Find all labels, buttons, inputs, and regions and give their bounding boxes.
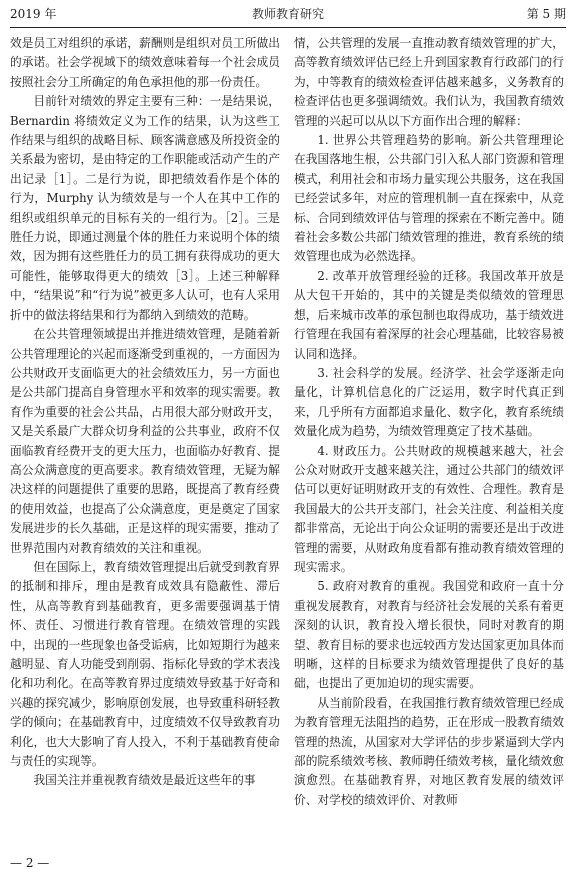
page-number: — 2 —	[10, 856, 50, 870]
paragraph: 5. 政府对教育的重视。我国党和政府一直十分重视发展教育，对教育与经济社会发展的关系有着更深刻的认识，教育投入增长很快，同时对教育的期望、教育目标的要求也远较西方发达国家更加具体而明晰，这样的目标要求为绩效管理提供了良好的基础，也提出了更加迫切的现实需要。	[294, 579, 564, 691]
left-column	[10, 34, 280, 791]
right-column	[294, 34, 564, 810]
header-rule	[10, 27, 566, 28]
paragraph: 目前针对绩效的界定主要有三种：一是结果说，Bernardin 将绩效定义为工作的结果，认为这些工作结果与组织的战略目标、顾客满意感及所投资金的关系最为密切，是由特定的工作职能或活动产生的产出记录［1］。二是行为说，即把绩效看作是个体的行为，Murphy 认为绩效是与一个人在其中工作的组织或组织单元的目标有关的一组行为。［2］。三是胜任力说，即通过测量个体的胜任力来说明个体的绩效，因为拥有这些胜任力的员工拥有获得成功的更大可能性，能够取得更大的绩效［3］。上述三种解释中，“结果说”和“行为说”被更多人认可，也有人采用折中的做法将结果和行为都纳入到绩效的范畴。	[10, 94, 280, 322]
paragraph: 但在国际上，教育绩效管理提出后就受到教育界的抵制和排斥，理由是教育成效具有隐蔽性、滞后性，从高等教育到基础教育，更多需要强调基于情怀、责任、习惯进行教育管理。在绩效管理的实践中，出现的一些现象也备受诟病，比如短期行为越来越明显、育人功能受到削弱、指标化导致的学术表浅化和功利化。在高等教育界过度绩效导致基于好奇和兴趣的探究减少，影响原创发展，也导致重科研轻教学的倾向；在基础教育中，过度绩效不仅导致教育功利化，也大大影响了育人投入，不利于基础教育使命与责任的实现等。	[10, 559, 280, 769]
header-year: 2019 年	[10, 7, 57, 21]
paragraph: 情，公共管理的发展一直推动教育绩效管理的扩大，高等教育绩效评估已经上升到国家教育行政部门的行为，中等教育的绩效检查评估越来越多，义务教育的检查评估也更多强调绩效。我们认为，我国教育绩效管理的兴起可以从以下方面作出合理的解释：	[294, 36, 564, 128]
header-journal-title: 教师教育研究	[251, 7, 324, 21]
paragraph: 在公共管理领域提出并推进绩效管理，是随着新公共管理理论的兴起而逐渐受到重视的，一方面因为公共财政开支面临更大的社会绩效压力，另一方面也是公共部门提高自身管理水平和效率的现实需要。教育作为重要的社会公共品，占用很大部分财政开支，又是关系最广大群众切身利益的公共事业，政府不仅面临教育经费开支的更大压力，也面临办好教育、提高公众满意度的更高要求。教育绩效管理，无疑为解决这样的问题提供了重要的思路，既提高了教育经费的使用效益，也提高了公众满意度，更是奠定了国家发展进步的长久基础，正是这样的现实需要，推动了世界范围内对教育绩效的关注和重视。	[10, 327, 280, 555]
paragraph: 4. 财政压力。公共财政的规模越来越大，社会公众对财政开支越来越关注，通过公共部门的绩效评估可以更好证明财政开支的有效性、合理性。教育是我国最大的公共开支部门，社会关注度、利益相关度都非常高，无论出于向公众证明的需要还是出于改进管理的需要，从财政角度看都有推动教育绩效管理的现实需求。	[294, 443, 564, 574]
paragraph: 我国关注并重视教育绩效是最近这些年的事	[33, 773, 256, 788]
running-header	[10, 4, 566, 24]
paragraph: 效是员工对组织的承诺，薪酬则是组织对员工所做出的承诺。社会学视域下的绩效意味着每一个社会成员按照社会分工所确定的角色承担他的那一份责任。	[10, 36, 280, 89]
paragraph: 从当前阶段看，在我国推行教育绩效管理已经成为教育管理无法阻挡的趋势，正在形成一股教育绩效管理的热流，从国家对大学评估的步步紧逼到大学内部的院系绩效考核、教师聘任绩效考核，量化绩效愈演愈烈。在基础教育界，对地区教育发展的绩效评价、对学校的绩效评价、对教师	[294, 695, 564, 807]
paragraph: 1. 世界公共管理趋势的影响。新公共管理理论在我国落地生根，公共部门引入私人部门资源和管理模式，利用社会和市场力量实现公共服务，这在我国已经尝试多年，对应的管理机制一直在探索中，从竞标、合同到绩效评估与管理的探索在不断完善中。随着社会多数公共部门绩效管理的推进，教育系统的绩效管理也成为必然选择。	[294, 133, 564, 264]
paragraph: 3. 社会科学的发展。经济学、社会学逐渐走向量化，计算机信息化的广泛运用，数字时代真正到来，几乎所有方面都追求量化、数字化，教育系统绩效量化成为趋势，为绩效管理奠定了技术基础。	[294, 365, 564, 439]
paragraph: 2. 改革开放管理经验的迁移。我国改革开放是从大包干开始的，其中的关键是类似绩效的管理思想，后来城市改革的承包制也取得成功，基于绩效进行管理在我国有着深厚的社会心理基础，比较容易被认同和选择。	[294, 268, 564, 361]
header-issue: 第 5 期	[526, 7, 566, 21]
